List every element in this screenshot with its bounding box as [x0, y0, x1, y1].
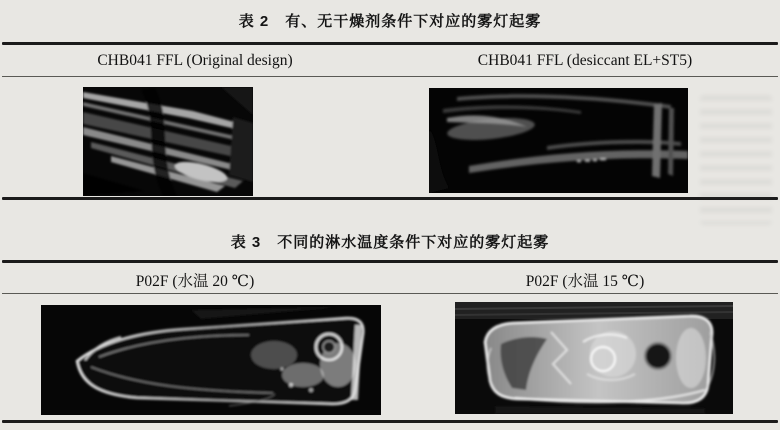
- table2-col2-header: CHB041 FFL (desiccant EL+ST5): [477, 52, 693, 69]
- table3-header-rule: [2, 293, 778, 294]
- table2-bottom-rule: [2, 197, 778, 200]
- table2-col1-header: CHB041 FFL (Original design): [97, 52, 293, 69]
- table3-title: 表 3 不同的淋水温度条件下对应的雾灯起雾: [230, 234, 550, 251]
- table2-photo-original-design: [83, 87, 253, 196]
- table3-photo-20c: [41, 305, 381, 415]
- table2-header-row: [0, 52, 780, 70]
- table3-top-rule: [2, 260, 778, 263]
- table3-header-row: [0, 269, 780, 291]
- table3-col1-header: P02F (水温 20 ℃): [135, 273, 255, 290]
- table2-top-rule: [2, 42, 778, 45]
- scan-bleed-artifact: [700, 95, 772, 225]
- table2-header-rule: [2, 76, 778, 77]
- table2-title: 表 2 有、无干燥剂条件下对应的雾灯起雾: [238, 13, 542, 30]
- table2-photo-desiccant: [429, 88, 688, 193]
- table3-col2-header: P02F (水温 15 ℃): [525, 273, 645, 290]
- table3-bottom-rule: [2, 420, 778, 423]
- table3-photo-15c: [455, 302, 733, 414]
